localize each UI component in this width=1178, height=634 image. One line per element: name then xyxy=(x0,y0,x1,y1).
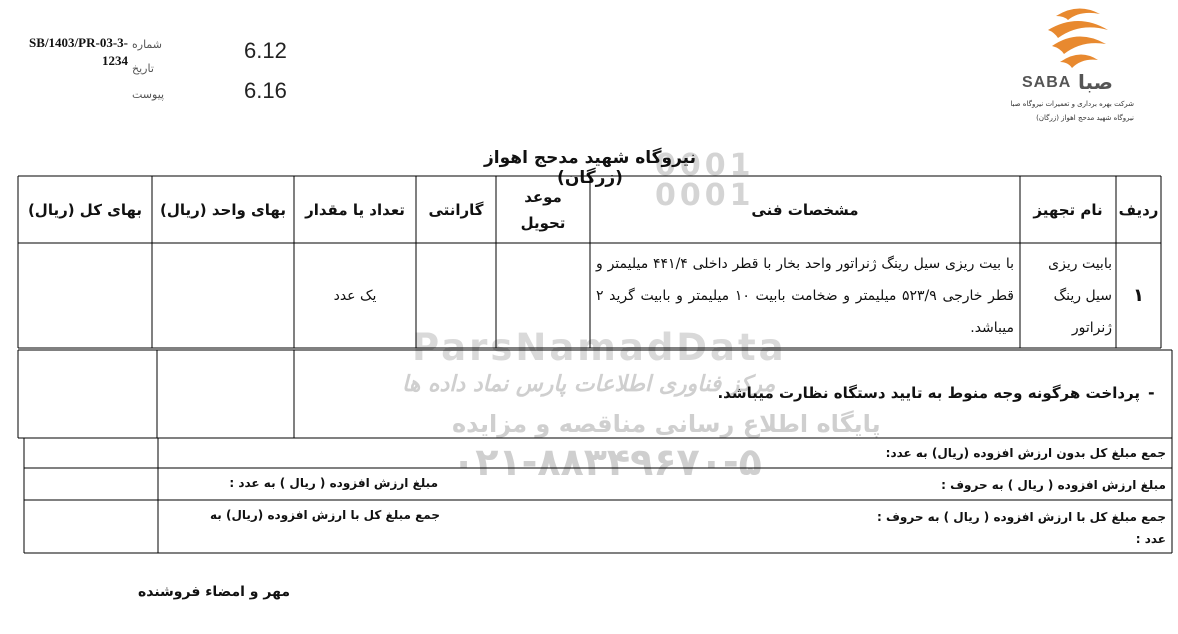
header-row: ردیف xyxy=(1118,200,1159,219)
sum-with-vat-number-label: جمع مبلغ کل با ارزش افزوده (ریال) به xyxy=(210,508,440,522)
sum-without-vat-label: جمع مبلغ کل بدون ارزش افزوده (ریال) به عدد: xyxy=(885,446,1166,460)
watermark-phone: ۰۲۱-۸۸۳۴۹۶۷۰-۵ xyxy=(452,440,762,484)
row-quantity: یک عدد xyxy=(333,287,377,304)
logo-brand-persian: صبا xyxy=(1078,70,1113,94)
header-equipment: نام تجهیز xyxy=(1033,200,1103,219)
note-bullet: - xyxy=(1148,383,1155,402)
watermark-line2: پایگاه اطلاع رسانی مناقصه و مزایده xyxy=(452,410,881,438)
payment-note: پرداخت هرگونه وجه منوط به تایید دستگاه نظارت میباشد. xyxy=(717,384,1140,402)
page-title: نیروگاه شهید مدحج اهواز (زرگان) xyxy=(484,148,696,188)
logo-brand-latin: SABA xyxy=(1022,74,1072,91)
header-specs: مشخصات فنی xyxy=(751,200,859,219)
header-delivery: موعد تحویل xyxy=(520,187,566,232)
watermark-code: 0001 xyxy=(655,148,755,183)
header-warranty: گارانتی xyxy=(428,200,484,219)
row-total-price xyxy=(18,243,152,348)
logo-company-line: شرکت بهره برداری و تعمیرات نیروگاه صبا xyxy=(1010,100,1134,108)
row-equipment: بابیت ریزی سیل رینگ ژنراتور xyxy=(1048,256,1112,336)
row-specs: با بیت ریزی سیل رینگ ژنراتور واحد بخار با قطر داخلی ۴۴۱/۴ میلیمتر و قطر خارجی ۵۲۳/۹ میلیمتر و ضخامت بابیت ۱۰ میلیمتر و بابیت گرید ۲ میباشد. xyxy=(596,256,1015,336)
watermark-line1: مرکز فناوری اطلاعات پارس نماد داده ها xyxy=(402,372,776,397)
attachment-value: 6.16 xyxy=(244,78,287,103)
watermark-latin: ParsNamadData xyxy=(412,326,787,369)
sum-with-vat-words-label: جمع مبلغ کل با ارزش افزوده ( ریال ) به حروف : xyxy=(877,510,1166,524)
vat-number-label: مبلغ ارزش افزوده ( ریال ) به عدد : xyxy=(229,476,438,490)
row-unit-price xyxy=(152,243,294,348)
header-total-price: بهای کل (ریال) xyxy=(27,200,143,219)
header-quantity: تعداد یا مقدار xyxy=(305,200,405,219)
date-value: 6.12 xyxy=(244,38,287,63)
sum-with-vat-number-label-2: عدد : xyxy=(1135,532,1166,546)
logo-plant-line: نیروگاه شهید مدحج اهواز (زرگان) xyxy=(1036,114,1134,122)
row-warranty xyxy=(416,243,496,348)
seller-signature-label: مهر و امضاء فروشنده xyxy=(137,584,290,600)
vat-words-label: مبلغ ارزش افزوده ( ریال ) به حروف : xyxy=(941,478,1166,492)
letter-number: SB/1403/PR-03-3-1234 xyxy=(29,35,128,68)
row-number: ۱ xyxy=(1133,285,1144,306)
attachment-label: پیوست xyxy=(132,88,165,101)
number-label: شماره xyxy=(132,38,163,51)
date-label: تاریخ xyxy=(132,62,154,75)
row-delivery xyxy=(496,243,590,348)
header-unit-price: بهای واحد (ریال) xyxy=(160,200,286,219)
watermark-code-2: 0001 xyxy=(655,178,755,213)
